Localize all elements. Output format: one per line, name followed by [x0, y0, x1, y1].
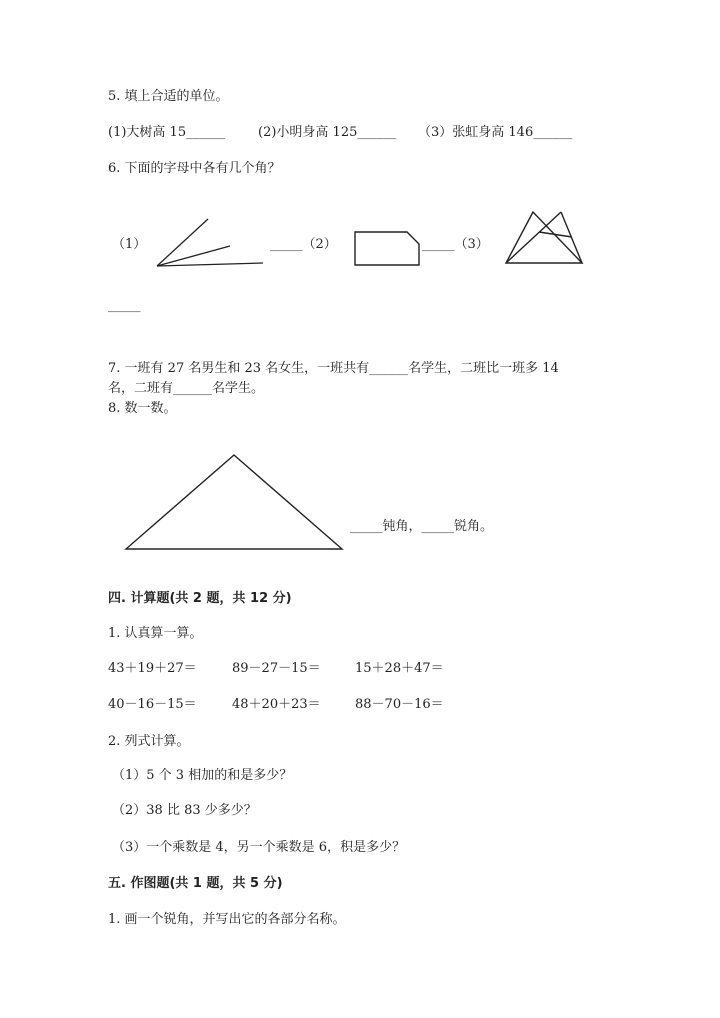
q6-blank-2: _____（3） [422, 237, 489, 252]
pentagon-figure [350, 228, 425, 270]
section4-q2-title: 2. 列式计算。 [108, 734, 190, 749]
q6-blank-1: _____（2） [270, 237, 337, 252]
q7-line-2: 名，二班有______名学生。 [108, 381, 265, 396]
section4-heading: 四. 计算题(共 2 题，共 12 分) [108, 591, 292, 606]
section4-sub-2: （2）38 比 83 少多少？ [112, 803, 257, 818]
q6-title: 6. 下面的字母中各有几个角？ [108, 161, 281, 176]
q7-line-1: 7. 一班有 27 名男生和 23 名女生，一班共有______名学生，二班比一班多 14 [108, 361, 559, 376]
calc-r2c2: 48＋20＋23＝ [232, 697, 321, 712]
obtuse-triangle-figure [120, 450, 350, 555]
calc-r1c1: 43＋19＋27＝ [108, 661, 197, 676]
calc-r2c3: 88－70－16＝ [355, 697, 444, 712]
calc-r1c2: 89－27－15＝ [232, 661, 321, 676]
section5-heading: 五. 作图题(共 1 题，共 5 分) [108, 876, 283, 891]
q8-title: 8. 数一数。 [108, 401, 177, 416]
q6-blank-3: _____ [108, 298, 141, 313]
angle-figure [150, 215, 270, 270]
q5-item-2: (2)小明身高 125______ [258, 125, 397, 140]
triangle-figure [500, 207, 590, 269]
q5-item-3: （3）张虹身高 146______ [418, 125, 573, 140]
section4-q1-title: 1. 认真算一算。 [108, 626, 203, 641]
section4-sub-1: （1）5 个 3 相加的和是多少？ [112, 768, 293, 783]
section5-q1-title: 1. 画一个锐角，并写出它的各部分名称。 [108, 912, 346, 927]
calc-r2c1: 40－16－15＝ [108, 697, 197, 712]
q5-title: 5. 填上合适的单位。 [108, 89, 229, 104]
section4-sub-3: （3）一个乘数是 4，另一个乘数是 6，积是多少？ [112, 840, 406, 855]
q6-label-1: （1） [112, 237, 147, 252]
q5-item-1: (1)大树高 15______ [108, 125, 226, 140]
calc-r1c3: 15＋28＋47＝ [355, 661, 444, 676]
q8-answer: _____钝角，_____锐角。 [350, 519, 494, 534]
